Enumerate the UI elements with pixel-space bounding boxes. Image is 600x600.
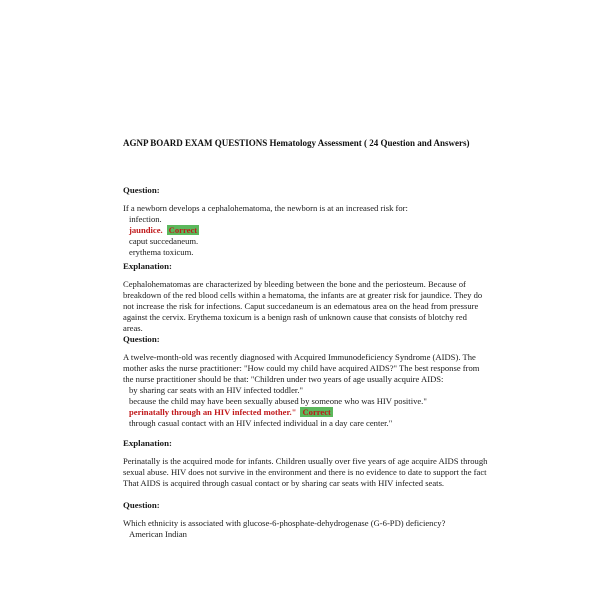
question-label: Question: — [123, 185, 160, 195]
answer-option: because the child may have been sexually abused by someone who was HIV positive." — [129, 396, 427, 406]
explanation-block-2 — [123, 438, 488, 489]
correct-badge: Correct — [168, 225, 198, 235]
correct-badge: Correct — [302, 407, 331, 417]
answer-option: caput succedaneum. — [129, 236, 199, 246]
answer-option: erythema toxicum. — [129, 247, 194, 257]
explanation-text: Perinatally is the acquired mode for infants. Children usually over five years of age acquire AIDS through sexual abuse. HIV does not survive in the environment and there is no evidence to date to support the fact That AIDS is acquired through casual contact or by sharing car seats with HIV infected seats. — [123, 456, 488, 488]
answer-text: jaundice. — [129, 225, 163, 235]
question-text: Which ethnicity is associated with glucose-6-phosphate-dehydrogenase (G-6-PD) deficiency? — [123, 518, 446, 528]
question-block-3 — [123, 500, 488, 540]
question-label: Question: — [123, 500, 160, 510]
answer-option: through casual contact with an HIV infected individual in a day care center." — [129, 418, 393, 428]
answer-option: by sharing car seats with an HIV infected toddler." — [129, 385, 303, 395]
question-block-2 — [123, 334, 488, 429]
explanation-label: Explanation: — [123, 261, 172, 271]
answer-option-correct — [123, 225, 488, 236]
question-text: A twelve-month-old was recently diagnosed with Acquired Immunodeficiency Syndrome (AIDS). The mother asks the nurse practitioner: "How could my child have acquired AIDS?" The best response from the nurse practitioner should be that: "Children under two years of age usually acquire AIDS: — [123, 352, 480, 384]
explanation-text: Cephalohematomas are characterized by bleeding between the bone and the periosteum. Because of breakdown of the red blood cells within a hematoma, the infants are at greater risk for jaundice. They do not increase the risk for infections. Caput succedaneum is an edematous area on the head from pressure against the cervix. Erythema toxicum is a benign rash of unknown cause that consists of blotchy red areas. — [123, 279, 483, 333]
answer-option-correct — [123, 407, 488, 418]
question-block-1 — [123, 185, 488, 258]
answer-option: infection. — [129, 214, 162, 224]
question-text: If a newborn develops a cephalohematoma, the newborn is at an increased risk for: — [123, 203, 408, 213]
answer-option: American Indian — [129, 529, 187, 539]
explanation-block-1 — [123, 261, 488, 334]
question-label: Question: — [123, 334, 160, 344]
document-title: AGNP BOARD EXAM QUESTIONS Hematology Assessment ( 24 Question and Answers) — [123, 138, 470, 148]
explanation-label: Explanation: — [123, 438, 172, 448]
answer-text: perinatally through an HIV infected mother." — [129, 407, 297, 417]
